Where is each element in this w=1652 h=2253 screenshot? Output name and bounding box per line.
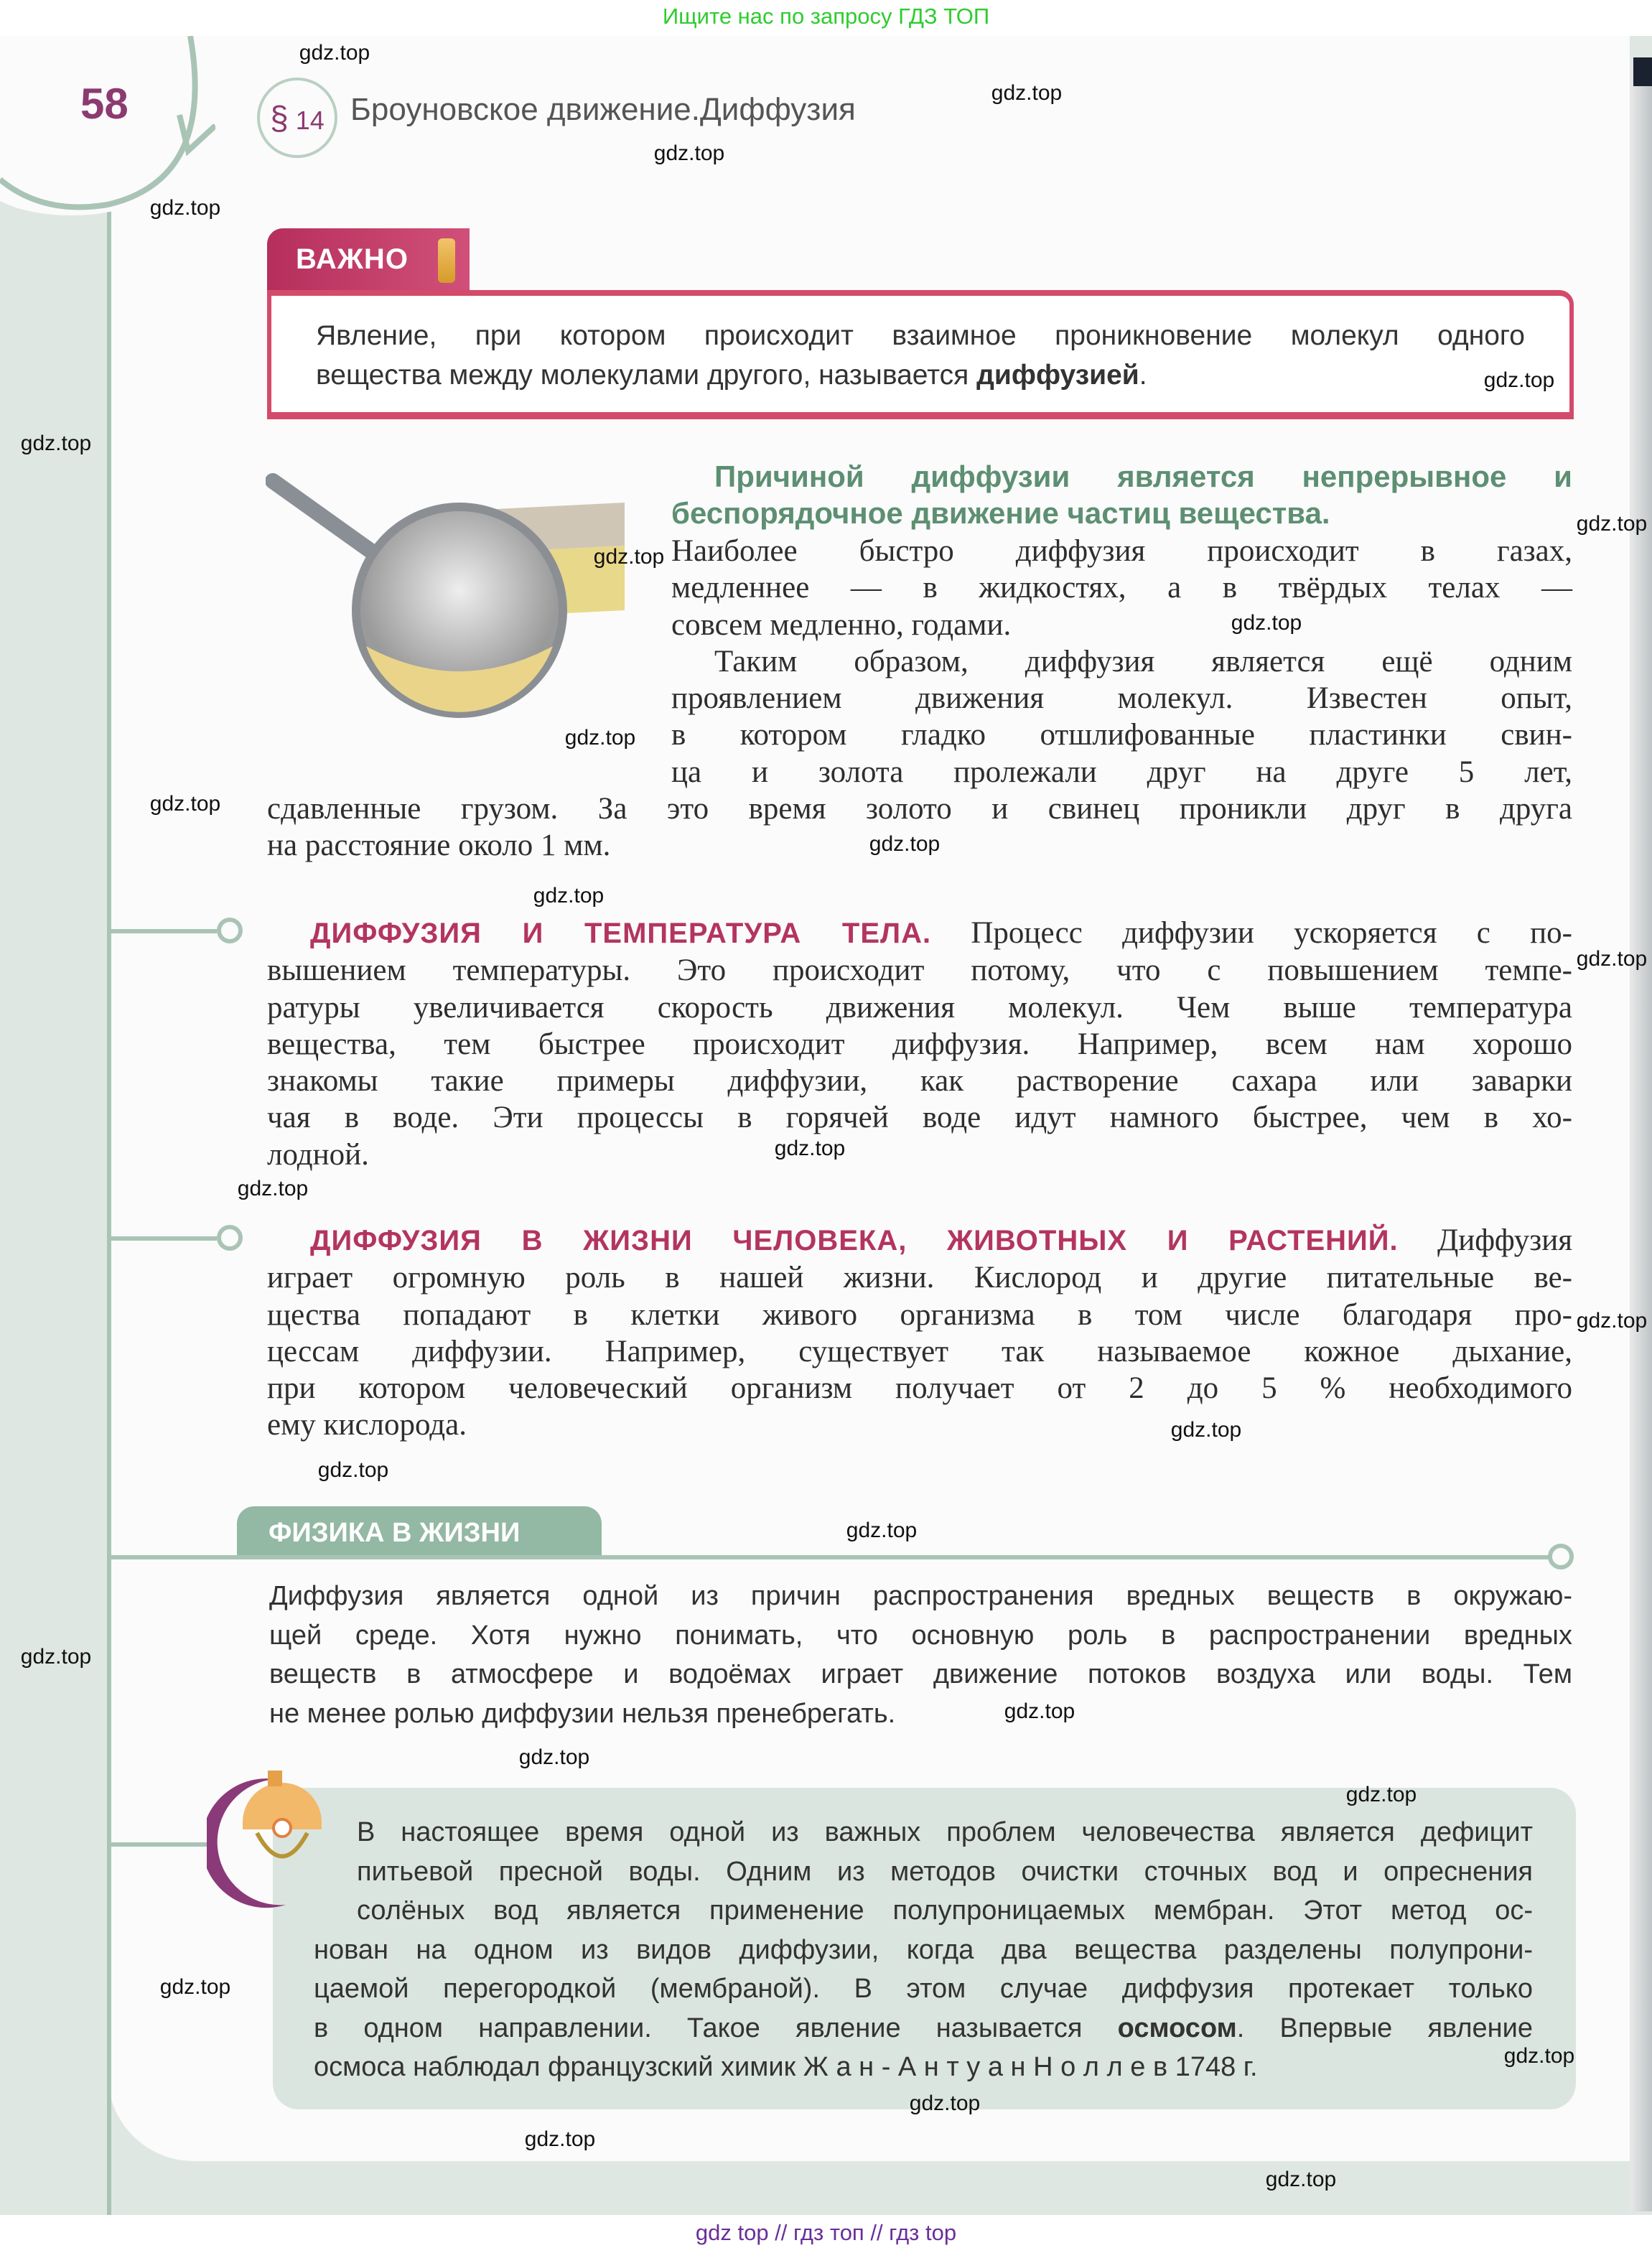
text-line: веществ в атмосфере и водоёмах играет движение потоков воздуха или воды. Тем [269, 1659, 1572, 1689]
term-diffusion: диффузией [976, 360, 1139, 391]
intro-paragraph [671, 533, 1572, 790]
text-line: медленнее — в жидкостях, а в твёрдых телах — [671, 571, 1572, 605]
important-box [267, 290, 1574, 419]
text-line: Диффузия является одной из причин распространения вредных веществ в окружаю- [269, 1581, 1572, 1611]
timeline-node [217, 918, 243, 943]
text-line: цаемой перегородкой (мембраной). В этом случае диффузия протекает только [314, 1974, 1533, 2004]
physics-paragraph [269, 1577, 1572, 1733]
text: . Впервые явление [1236, 2012, 1533, 2043]
physics-divider-line [109, 1555, 1552, 1559]
timeline-node [217, 1225, 243, 1251]
section-heading-temperature: ДИФФУЗИЯ И ТЕМПЕРАТУРА ТЕЛА. [310, 918, 932, 949]
section-number: 14 [295, 106, 325, 135]
search-banner[interactable]: Ищите нас по запросу ГДЗ ТОП [0, 0, 1652, 36]
watermark: gdz.top [1170, 1418, 1242, 1442]
text-line: при котором человеческий организм получает от 2 до 5 % необходимого [267, 1371, 1572, 1406]
watermark: gdz.top [317, 1458, 389, 1482]
text-line: Наиболее быстро диффузия происходит в газах, [671, 534, 1572, 568]
text-line: осмоса наблюдал французский химик Ж а н - А н т у а н Н о л л е в 1748 г. [314, 2052, 1258, 2082]
text-line: на расстояние около 1 мм. [267, 829, 611, 863]
text-line: нован на одном из видов диффузии, когда два вещества разделены полупрони- [314, 1934, 1533, 1965]
watermark: gdz.top [593, 545, 665, 569]
watermark: gdz.top [846, 1519, 918, 1542]
text-line: Таким образом, диффузия является ещё одним [714, 644, 1572, 678]
text: вещества между молекулами другого, называется [316, 360, 977, 391]
text-line: совсем медленно, годами. [671, 607, 1012, 642]
footer-links[interactable]: gdz top // гдз топ // гдз top [0, 2215, 1652, 2253]
exclamation-icon [438, 238, 455, 283]
text: . [1139, 360, 1147, 391]
text-line [314, 2009, 1533, 2048]
text-line [267, 1222, 1572, 1259]
section-badge [257, 78, 337, 158]
term-osmosis: осмосом [1117, 2012, 1237, 2043]
text-line: сдавленные грузом. За это время золото и свинец проникли друг в друга [267, 792, 1572, 826]
watermark: gdz.top [149, 196, 221, 220]
life-section [267, 1222, 1572, 1444]
watermark: gdz.top [524, 2127, 596, 2151]
key-line: беспорядочное движение частиц вещества. [671, 496, 1330, 530]
watermark: gdz.top [159, 1975, 231, 1999]
page-edge [1630, 57, 1652, 2211]
watermark: gdz.top [991, 81, 1063, 105]
watermark: gdz.top [518, 1745, 590, 1769]
text-line [267, 915, 1572, 952]
text-line: вышением температуры. Это происходит потому, что с повышением темпе- [267, 953, 1572, 988]
text-line: играет огромную роль в нашей жизни. Кислород и другие питательные ве- [267, 1261, 1572, 1295]
text-line: В настоящее время одной из важных проблем человечества является дефицит [357, 1817, 1533, 1847]
text-line: цессам диффузии. Например, существует так называемое кожное дыхание, [267, 1334, 1572, 1368]
important-tab [267, 228, 470, 291]
text-line: вещества, тем быстрее происходит диффузия. Например, всем нам хорошо [267, 1027, 1572, 1061]
important-label: ВАЖНО [296, 243, 409, 275]
watermark: gdz.top [909, 2091, 981, 2115]
text-line: в котором гладко отшлифованные пластинки свин- [671, 718, 1572, 752]
text-line: ему кислорода. [267, 1408, 467, 1442]
text: Диффузия [1398, 1223, 1572, 1257]
watermark: gdz.top [774, 1137, 846, 1160]
watermark: gdz.top [1576, 512, 1648, 536]
branch-line [109, 1842, 217, 1847]
text-line: щества попадают в клетки живого организма в том числе благодаря про- [267, 1297, 1572, 1332]
watermark: gdz.top [653, 141, 725, 165]
watermark: gdz.top [1345, 1783, 1417, 1806]
watermark: gdz.top [1265, 2168, 1337, 2191]
text-line: ратуры увеличивается скорость движения молекул. Чем выше температура [267, 990, 1572, 1025]
watermark: gdz.top [149, 792, 221, 816]
temperature-section [267, 915, 1572, 1173]
timeline-node [1548, 1544, 1574, 1569]
watermark: gdz.top [1503, 2044, 1575, 2068]
text: в одном направлении. Такое явление называется [314, 2012, 1118, 2043]
page-title: Броуновское движение.Диффузия [350, 92, 856, 127]
definition-line: Явление, при котором происходит взаимное проникновение молекул одного [316, 320, 1525, 351]
text: Процесс диффузии ускоряется с по- [931, 916, 1572, 950]
definition-line [316, 355, 1525, 395]
physics-in-life-tab: ФИЗИКА В ЖИЗНИ [237, 1506, 602, 1559]
branch-line [109, 929, 217, 933]
text-line: щей среде. Хотя нужно понимать, что основную роль в распространении вредных [269, 1620, 1572, 1651]
watermark: gdz.top [1231, 611, 1302, 635]
branch-line [109, 1236, 217, 1241]
text-line: знакомы такие примеры диффузии, как растворение сахара или заварки [267, 1064, 1572, 1098]
watermark: gdz.top [533, 884, 605, 908]
key-statement [671, 458, 1572, 531]
watermark: gdz.top [1004, 1699, 1075, 1723]
text-line: проявлением движения молекул. Известен опыт, [671, 681, 1572, 716]
key-line: Причиной диффузии является непрерывное и [714, 460, 1572, 493]
note-paragraph [314, 1813, 1533, 2087]
text-line: лодной. [267, 1137, 369, 1172]
text-line: чая в воде. Эти процессы в горячей воде идут намного быстрее, чем в хо- [267, 1101, 1572, 1135]
text-line: питьевой пресной воды. Одним из методов очистки сточных вод и опреснения [357, 1856, 1533, 1887]
watermark: gdz.top [20, 432, 92, 455]
text-line: солёных вод является применение полупроницаемых мембран. Этот метод ос- [357, 1895, 1533, 1926]
watermark: gdz.top [869, 832, 941, 856]
section-heading-life: ДИФФУЗИЯ В ЖИЗНИ ЧЕЛОВЕКА, ЖИВОТНЫХ И РАСТЕНИЙ. [310, 1225, 1399, 1256]
magnifier-illustration [266, 467, 639, 732]
section-sign: § [270, 99, 289, 136]
page-number: 58 [80, 80, 129, 128]
text-line: ца и золота пролежали друг на друге 5 лет, [671, 755, 1572, 789]
timeline-line [107, 208, 111, 2219]
watermark: gdz.top [1576, 947, 1648, 971]
watermark: gdz.top [1576, 1309, 1648, 1333]
watermark: gdz.top [20, 1645, 92, 1669]
watermark: gdz.top [237, 1177, 309, 1200]
watermark: gdz.top [299, 41, 370, 65]
watermark: gdz.top [564, 726, 636, 750]
text-line: не менее ролью диффузии нельзя пренебрегать. [269, 1698, 896, 1729]
watermark: gdz.top [1483, 368, 1555, 392]
